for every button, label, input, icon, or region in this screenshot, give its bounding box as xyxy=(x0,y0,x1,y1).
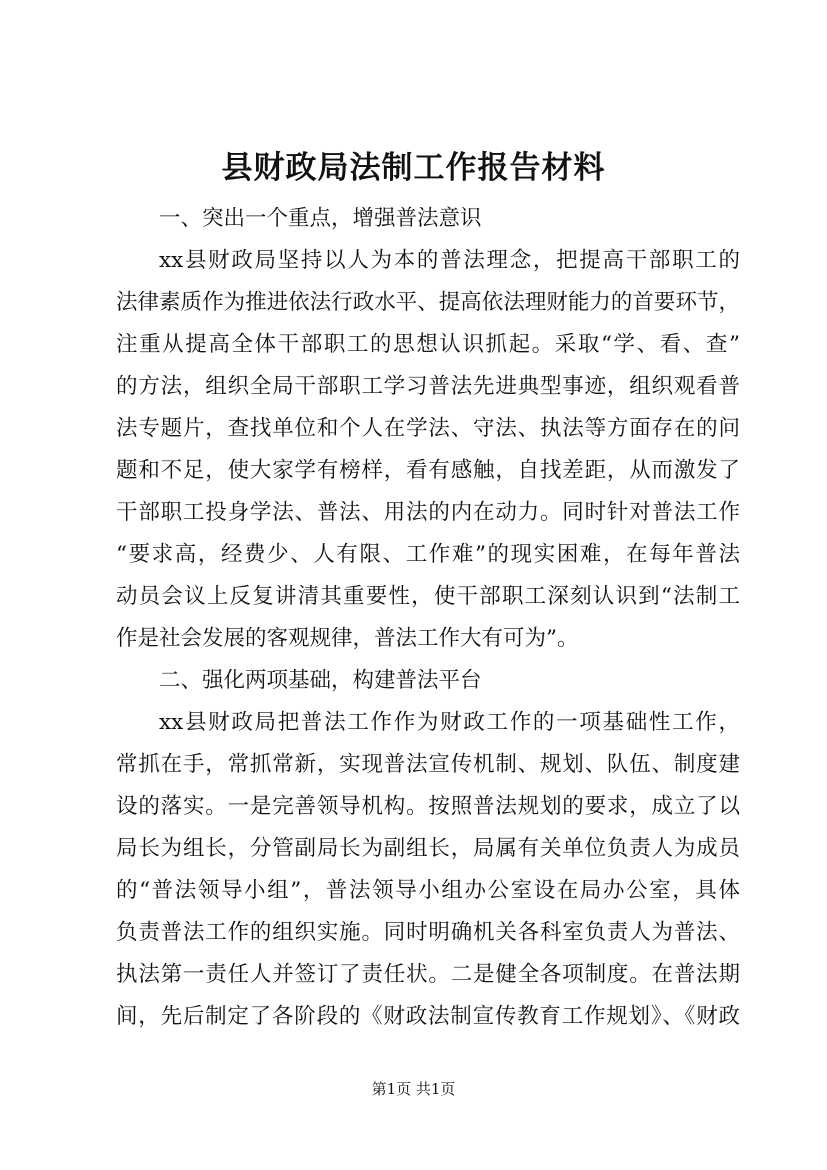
paragraph-line: 作是社会发展的客观规律，普法工作大有可为”。 xyxy=(116,626,579,651)
paragraph-line: 负责普法工作的组织实施。同时明确机关各科室负责人为普法、 xyxy=(116,920,740,945)
paragraph-line: 题和不足，使大家学有榜样，看有感触，自找差距，从而激发了 xyxy=(116,458,740,483)
paragraph-line: 局长为组长，分管副局长为副组长，局属有关单位负责人为成员 xyxy=(116,836,740,861)
paragraph-line: 的方法，组织全局干部职工学习普法先进典型事迹，组织观看普 xyxy=(116,374,740,399)
paragraph-line: 干部职工投身学法、普法、用法的内在动力。同时针对普法工作 xyxy=(116,500,740,525)
paragraph-line: 常抓在手，常抓常新，实现普法宣传机制、规划、队伍、制度建 xyxy=(116,752,740,777)
section-heading-2: 二、强化两项基础，构建普法平台 xyxy=(159,668,482,693)
document-body xyxy=(116,198,740,1038)
document-title: 县财政局法制工作报告材料 xyxy=(221,150,606,186)
paragraph-line: 法专题片，查找单位和个人在学法、守法、执法等方面存在的问 xyxy=(116,416,740,441)
paragraph-line: 动员会议上反复讲清其重要性，使干部职工深刻认识到“法制工 xyxy=(116,584,740,609)
paragraph-line: 设的落实。一是完善领导机构。按照普法规划的要求，成立了以 xyxy=(116,794,740,819)
section-heading-1: 一、突出一个重点，增强普法意识 xyxy=(159,206,482,231)
paragraph-line: “要求高，经费少、人有限、工作难”的现实困难，在每年普法 xyxy=(116,542,740,567)
paragraph-line: xx县财政局把普法工作作为财政工作的一项基础性工作， xyxy=(159,710,740,735)
paragraph-line: 法律素质作为推进依法行政水平、提高依法理财能力的首要环节， xyxy=(116,290,740,315)
paragraph-line: xx县财政局坚持以人为本的普法理念，把提高干部职工的 xyxy=(159,248,740,273)
page-footer: 第1页 共1页 xyxy=(371,1080,456,1098)
paragraph-line: 注重从提高全体干部职工的思想认识抓起。采取“学、看、查” xyxy=(116,332,740,357)
paragraph-line: 执法第一责任人并签订了责任状。二是健全各项制度。在普法期 xyxy=(116,962,740,987)
paragraph-line: 间，先后制定了各阶段的《财政法制宣传教育工作规划》、《财政 xyxy=(116,1004,740,1029)
paragraph-line: 的“普法领导小组”，普法领导小组办公室设在局办公室，具体 xyxy=(116,878,740,903)
